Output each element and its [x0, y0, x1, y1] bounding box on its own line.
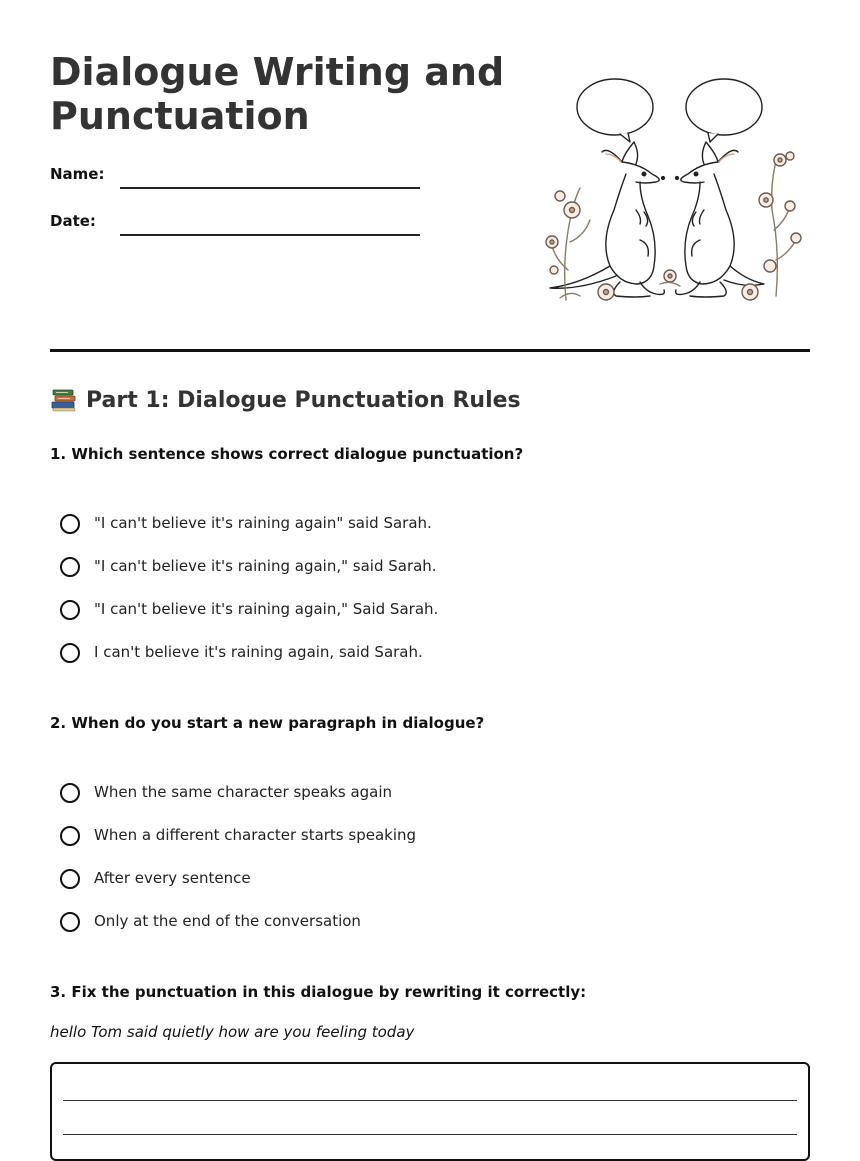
q1-option-a[interactable] [60, 510, 432, 536]
q1-option-b[interactable] [60, 553, 437, 579]
name-label: Name: [50, 165, 105, 183]
q1-option-c[interactable] [60, 596, 438, 622]
question-3: 3. Fix the punctuation in this dialogue by rewriting it correctly: [50, 983, 587, 1001]
question-1: 1. Which sentence shows correct dialogue punctuation? [50, 445, 524, 463]
radio-button[interactable] [60, 643, 80, 663]
kangaroo-illustration [540, 70, 810, 310]
kangaroo-left [550, 142, 664, 297]
answer-box[interactable] [50, 1062, 810, 1161]
option-label: Only at the end of the conversation [94, 912, 361, 930]
question-2: 2. When do you start a new paragraph in dialogue? [50, 714, 485, 732]
radio-button[interactable] [60, 826, 80, 846]
speech-bubble-right [686, 79, 762, 142]
speech-bubble-left [577, 79, 653, 142]
section-title-text: Part 1: Dialogue Punctuation Rules [86, 387, 521, 413]
header-divider [50, 349, 810, 352]
option-label: I can't believe it's raining again, said Sarah. [94, 643, 423, 661]
option-label: "I can't believe it's raining again," Said Sarah. [94, 600, 439, 618]
writing-line [63, 1134, 797, 1135]
q2-option-d[interactable] [60, 908, 361, 934]
date-label: Date: [50, 212, 96, 230]
radio-button[interactable] [60, 557, 80, 577]
option-label: When a different character starts speaking [94, 826, 417, 844]
q2-option-a[interactable] [60, 779, 392, 805]
flowers-right [660, 152, 801, 300]
kangaroo-right [676, 142, 764, 297]
writing-line [63, 1100, 797, 1101]
date-field[interactable] [120, 234, 420, 236]
option-label: "I can't believe it's raining again," said Sarah. [94, 557, 437, 575]
radio-button[interactable] [60, 912, 80, 932]
option-label: "I can't believe it's raining again" said Sarah. [94, 514, 432, 532]
q1-option-d[interactable] [60, 639, 423, 665]
option-label: After every sentence [94, 869, 251, 887]
page-title: Dialogue Writing and Punctuation [50, 50, 505, 138]
q2-option-b[interactable] [60, 822, 416, 848]
dialogue-prompt: hello Tom said quietly how are you feeling today [50, 1023, 415, 1041]
option-label: When the same character speaks again [94, 783, 393, 801]
radio-button[interactable] [60, 783, 80, 803]
radio-button[interactable] [60, 600, 80, 620]
section-title [50, 386, 521, 414]
radio-button[interactable] [60, 869, 80, 889]
name-field[interactable] [120, 187, 420, 189]
flowers-left [546, 188, 614, 300]
radio-button[interactable] [60, 514, 80, 534]
q2-option-c[interactable] [60, 865, 251, 891]
books-icon [50, 386, 78, 414]
